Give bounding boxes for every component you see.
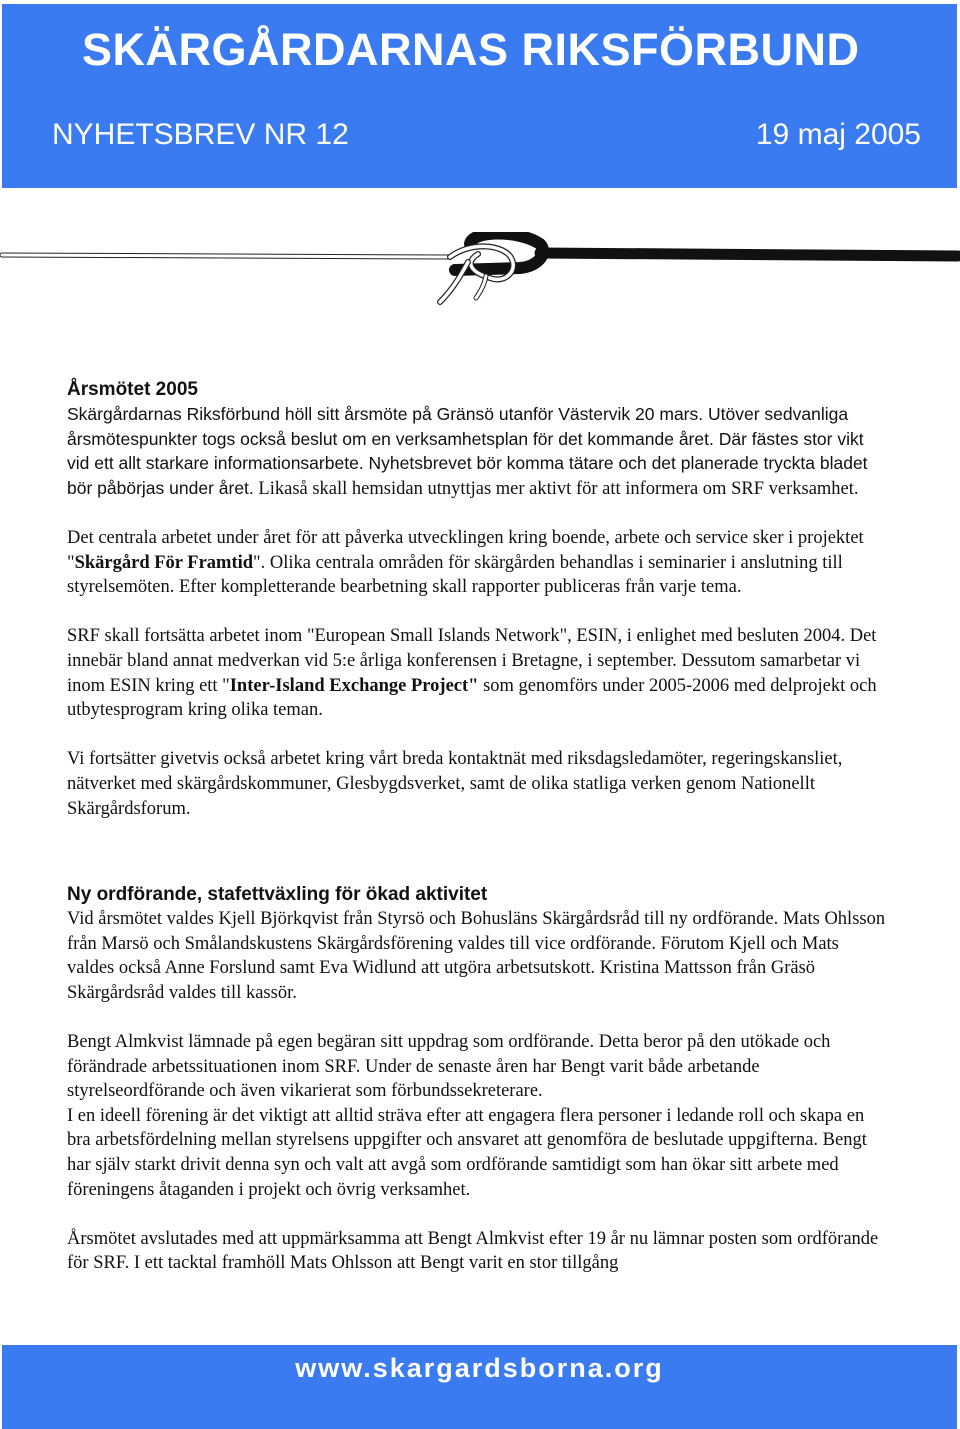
footer-banner (2, 1345, 957, 1429)
section-heading-ny-ordforande: Ny ordförande, stafettväxling för ökad aktivitet (67, 884, 488, 906)
paragraph: Årsmötet avslutades med att uppmärksamma att Bengt Almkvist efter 19 år nu lämnar posten som ordförande för SRF. I ett tacktal framhöll Mats Ohlsson att Bengt varit en stor tillgång (67, 1228, 879, 1274)
paragraph-text: Skärgårdarnas Riksförbund höll sitt årsmöte på Gränsö utanför Västervik 20 mars. Utöver sedvanliga årsmötespunkter togs också beslut om en verksamhetsplan för det kommande året. Där fästes stor vikt vid ett allt starkare informationsarbete. Nyhetsbrevet bör komma tätare och det planerade tryckta bladet bör påbörjas under året. (67, 404, 868, 498)
organization-title: SKÄRGÅRDARNAS RIKSFÖRBUND (82, 24, 860, 75)
article-content (67, 378, 887, 1276)
paragraph: I en ideell förening är det viktigt att alltid sträva efter att engagera flera personer i ledande roll och skapa en bra arbetsfördelning mellan styrelsens uppgifter och ansvaret att genomföra de beslutade uppgifterna. Bengt har själv starkt drivit denna syn och valt att avgå som ordförande samtidigt som han ökar sitt arbete med föreningens åtaganden i projekt och övrig verksamhet. (67, 1105, 867, 1200)
website-link[interactable]: www.skargardsborna.org (295, 1353, 664, 1383)
project-name: Skärgård För Framtid (74, 552, 254, 573)
header-banner (2, 4, 957, 188)
paragraph-text: Det centrala arbetet under året för att påverka utvecklingen kring boende, arbete och service sker i projektet " (67, 527, 864, 573)
paragraph (67, 402, 887, 501)
paragraph: Vid årsmötet valdes Kjell Björkqvist från Styrsö och Bohusläns Skärgårdsråd till ny ordförande. Mats Ohlsson från Marsö och Smålandskustens Skärgårdsförening valdes till vice ordförande. Förutom Kjell och Mats valdes också Anne Forslund samt Eva Widlund att utgöra arbetsutskott. Kristina Mattsson från Gräsö Skärgårdsråd valdes till kassör. (67, 909, 886, 1003)
project-name: Inter-Island Exchange Project" (229, 675, 479, 696)
paragraph (67, 526, 887, 600)
paragraph-text: som genomförs under 2005-2006 med delprojekt och utbytesprogram kring olika teman. (67, 675, 877, 721)
newsletter-number: NYHETSBREV NR 12 (52, 118, 349, 151)
reef-knot-rope-icon (0, 232, 960, 310)
paragraph-text: ". Olika centrala områden för skärgården behandlas i seminarier i anslutning till styrelsemöten. Efter kompletterande bearbetning skall rapporter publiceras från varje tema. (67, 552, 843, 598)
newsletter-date: 19 maj 2005 (755, 118, 921, 151)
paragraph-text-serif: Likaså skall hemsidan utnyttjas mer aktivt för att informera om SRF verksamhet. (253, 478, 859, 499)
paragraph: Vi fortsätter givetvis också arbetet kring vårt breda kontaktnät med riksdagsledamöter, regeringskansliet, nätverket med skärgårdskommuner, Glesbygdsverket, samt de olika statliga verken genom Nationellt Skärgårdsforum. (67, 749, 843, 819)
paragraph (67, 624, 887, 722)
paragraph: Bengt Almkvist lämnade på egen begäran sitt uppdrag som ordförande. Detta beror på den utökade och förändrade arbetssituationen inom SRF. Under de senaste åren har Bengt varit både arbetande styrelseordförande och även vikarierat som förbundssekreterare. (67, 1032, 831, 1102)
section-heading-arsmotet: Årsmötet 2005 (67, 379, 198, 400)
paragraph-text: SRF skall fortsätta arbetet inom "European Small Islands Network", ESIN, i enlighet med besluten 2004. Det innebär bland annat medverkan vid 5:e årliga konferensen i Bretagne, i september. Dessutom samarbetar vi inom ESIN kring ett " (67, 626, 877, 696)
